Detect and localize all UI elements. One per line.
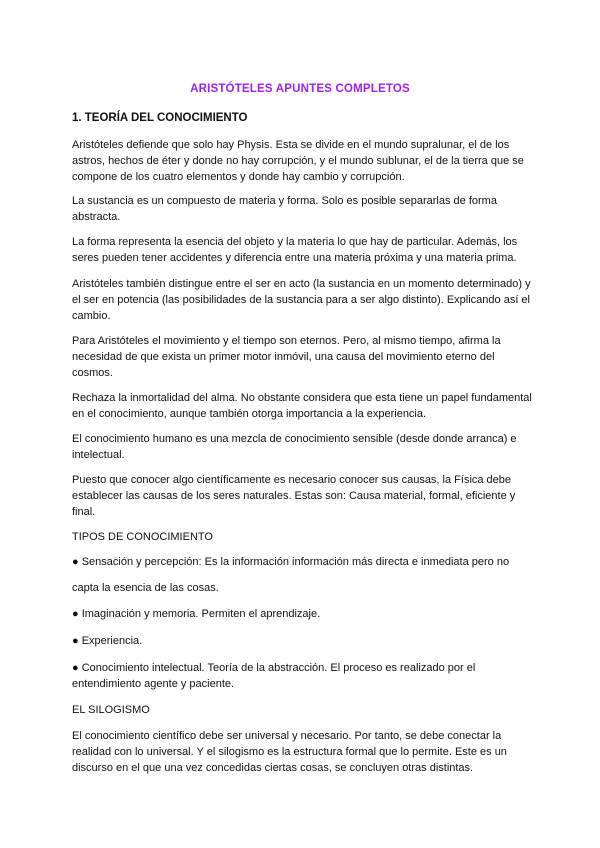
paragraph: Para Aristóteles el movimiento y el tiempo son eternos. Pero, al mismo tiempo, afirma la necesidad de que exista un primer motor inmóvil, una causa del movimiento eterno del cosmos. — [72, 335, 501, 379]
subheading-tipos: TIPOS DE CONOCIMIENTO — [72, 531, 213, 543]
paragraph: La forma representa la esencia del objeto y la materia lo que hay de particular. Además, los seres pueden tener accidentes y diferencia entre una materia próxima y una materia prima. — [72, 236, 518, 264]
paragraph: Aristóteles defiende que solo hay Physis. Esta se divide en el mundo supralunar, el de los astros, hechos de éter y donde no hay corrupción, y el mundo sublunar, el de la tierra que se compone de los cuatro elementos y donde hay cambio y corrupción. — [72, 139, 524, 183]
document-title: ARISTÓTELES APUNTES COMPLETOS — [190, 83, 410, 95]
list-item: ● Imaginación y memoria. Permiten el aprendizaje. — [72, 608, 321, 620]
list-item: ● Sensación y percepción: Es la información información más directa e inmediata pero no — [72, 556, 510, 568]
paragraph: El conocimiento científico debe ser universal y necesario. Por tanto, se debe conectar la realidad con lo universal. Y el silogismo es la estructura formal que lo permite. Este es un discurso en el que una vez concedidas ciertas cosas, se concluyen otras distintas. — [72, 730, 507, 774]
section-heading: 1. TEORÍA DEL CONOCIMIENTO — [72, 112, 248, 124]
paragraph: Rechaza la inmortalidad del alma. No obstante considera que esta tiene un papel fundamental en el conocimiento, aunque también otorga importancia a la experiencia. — [72, 392, 532, 420]
subheading-silogismo: EL SILOGISMO — [72, 704, 150, 716]
paragraph: Puesto que conocer algo científicamente es necesario conocer sus causas, la Física debe establecer las causas de los seres naturales. Estas son: Causa material, formal, eficiente y final. — [72, 474, 516, 518]
list-item: ● Experiencia. — [72, 635, 143, 647]
paragraph: El conocimiento humano es una mezcla de conocimiento sensible (desde donde arranca) e intelectual. — [72, 433, 517, 461]
list-item-continuation: capta la esencia de las cosas. — [72, 582, 219, 594]
paragraph: La sustancia es un compuesto de materia y forma. Solo es posible separarlas de forma abstracta. — [72, 195, 497, 223]
list-item: ● Conocimiento intelectual. Teoría de la abstracción. El proceso es realizado por el entendimiento agente y paciente. — [72, 662, 476, 690]
paragraph: Aristóteles también distingue entre el ser en acto (la sustancia en un momento determinado) y el ser en potencia (las posibilidades de la sustancia para a ser algo distinto). Explicando así el cambio. — [72, 278, 531, 322]
